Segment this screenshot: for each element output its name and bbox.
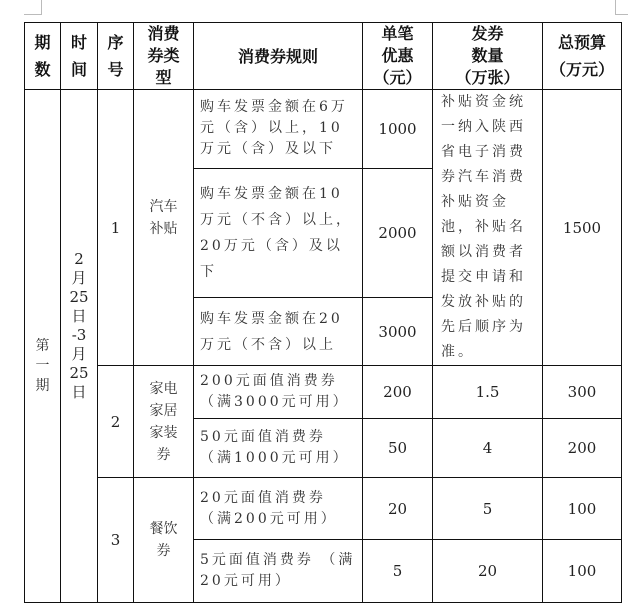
header-budget: 总预算 （万元） — [543, 23, 622, 90]
header-rule: 消费券规则 — [194, 23, 363, 90]
rule-cell: 购车发票金额在20万元（不含）以上 — [194, 298, 363, 366]
crop-mark — [615, 0, 628, 15]
table-row — [25, 90, 622, 169]
budget-cell: 1500 — [543, 90, 622, 366]
discount-cell: 20 — [363, 478, 433, 540]
type-cell: 家电 家居 家装 券 — [134, 366, 194, 478]
rule-cell: 20元面值消费券（满200元可用） — [194, 478, 363, 540]
quantity-cell: 5 — [433, 478, 543, 540]
budget-cell: 300 — [543, 366, 622, 419]
discount-cell: 2000 — [363, 168, 433, 297]
table-row — [25, 366, 622, 419]
discount-cell: 50 — [363, 419, 433, 478]
seq-cell: 2 — [98, 366, 134, 478]
rule-cell: 50元面值消费券（满1000元可用） — [194, 419, 363, 478]
seq-cell: 1 — [98, 90, 134, 366]
header-quantity: 发券 数量 （万张） — [433, 23, 543, 90]
header-row — [25, 23, 622, 90]
period-cell: 第 一 期 — [25, 90, 61, 603]
seq-cell: 3 — [98, 478, 134, 603]
discount-cell: 1000 — [363, 90, 433, 169]
note-cell: 补贴资金统一纳入陕西省电子消费券汽车消费补贴资金池，补贴名额以消费者提交申请和发放补贴的先后顺序为准。 — [433, 90, 543, 366]
header-time: 时 间 — [61, 23, 98, 90]
crop-mark — [24, 0, 42, 15]
quantity-cell: 4 — [433, 419, 543, 478]
rule-cell: 购车发票金额在6万元（含）以上，10万元（含）及以下 — [194, 90, 363, 169]
discount-cell: 5 — [363, 540, 433, 603]
rule-cell: 200元面值消费券（满3000元可用） — [194, 366, 363, 419]
type-cell: 餐饮 券 — [134, 478, 194, 603]
budget-cell: 200 — [543, 419, 622, 478]
budget-cell: 100 — [543, 478, 622, 540]
header-type: 消费 券类 型 — [134, 23, 194, 90]
table-row — [25, 478, 622, 540]
header-seq: 序 号 — [98, 23, 134, 90]
header-period: 期 数 — [25, 23, 61, 90]
header-discount: 单笔 优惠 （元） — [363, 23, 433, 90]
time-cell: 2 月 25 日 -3 月 25 日 — [61, 90, 98, 603]
budget-cell: 100 — [543, 540, 622, 603]
discount-cell: 3000 — [363, 298, 433, 366]
rule-cell: 5元面值消费券 （满20元可用） — [194, 540, 363, 603]
type-cell: 汽车 补贴 — [134, 90, 194, 366]
rule-cell: 购车发票金额在10万元（不含）以上，20万元（含）及以下 — [194, 168, 363, 297]
quantity-cell: 20 — [433, 540, 543, 603]
quantity-cell: 1.5 — [433, 366, 543, 419]
discount-cell: 200 — [363, 366, 433, 419]
consumption-voucher-table — [24, 22, 622, 603]
